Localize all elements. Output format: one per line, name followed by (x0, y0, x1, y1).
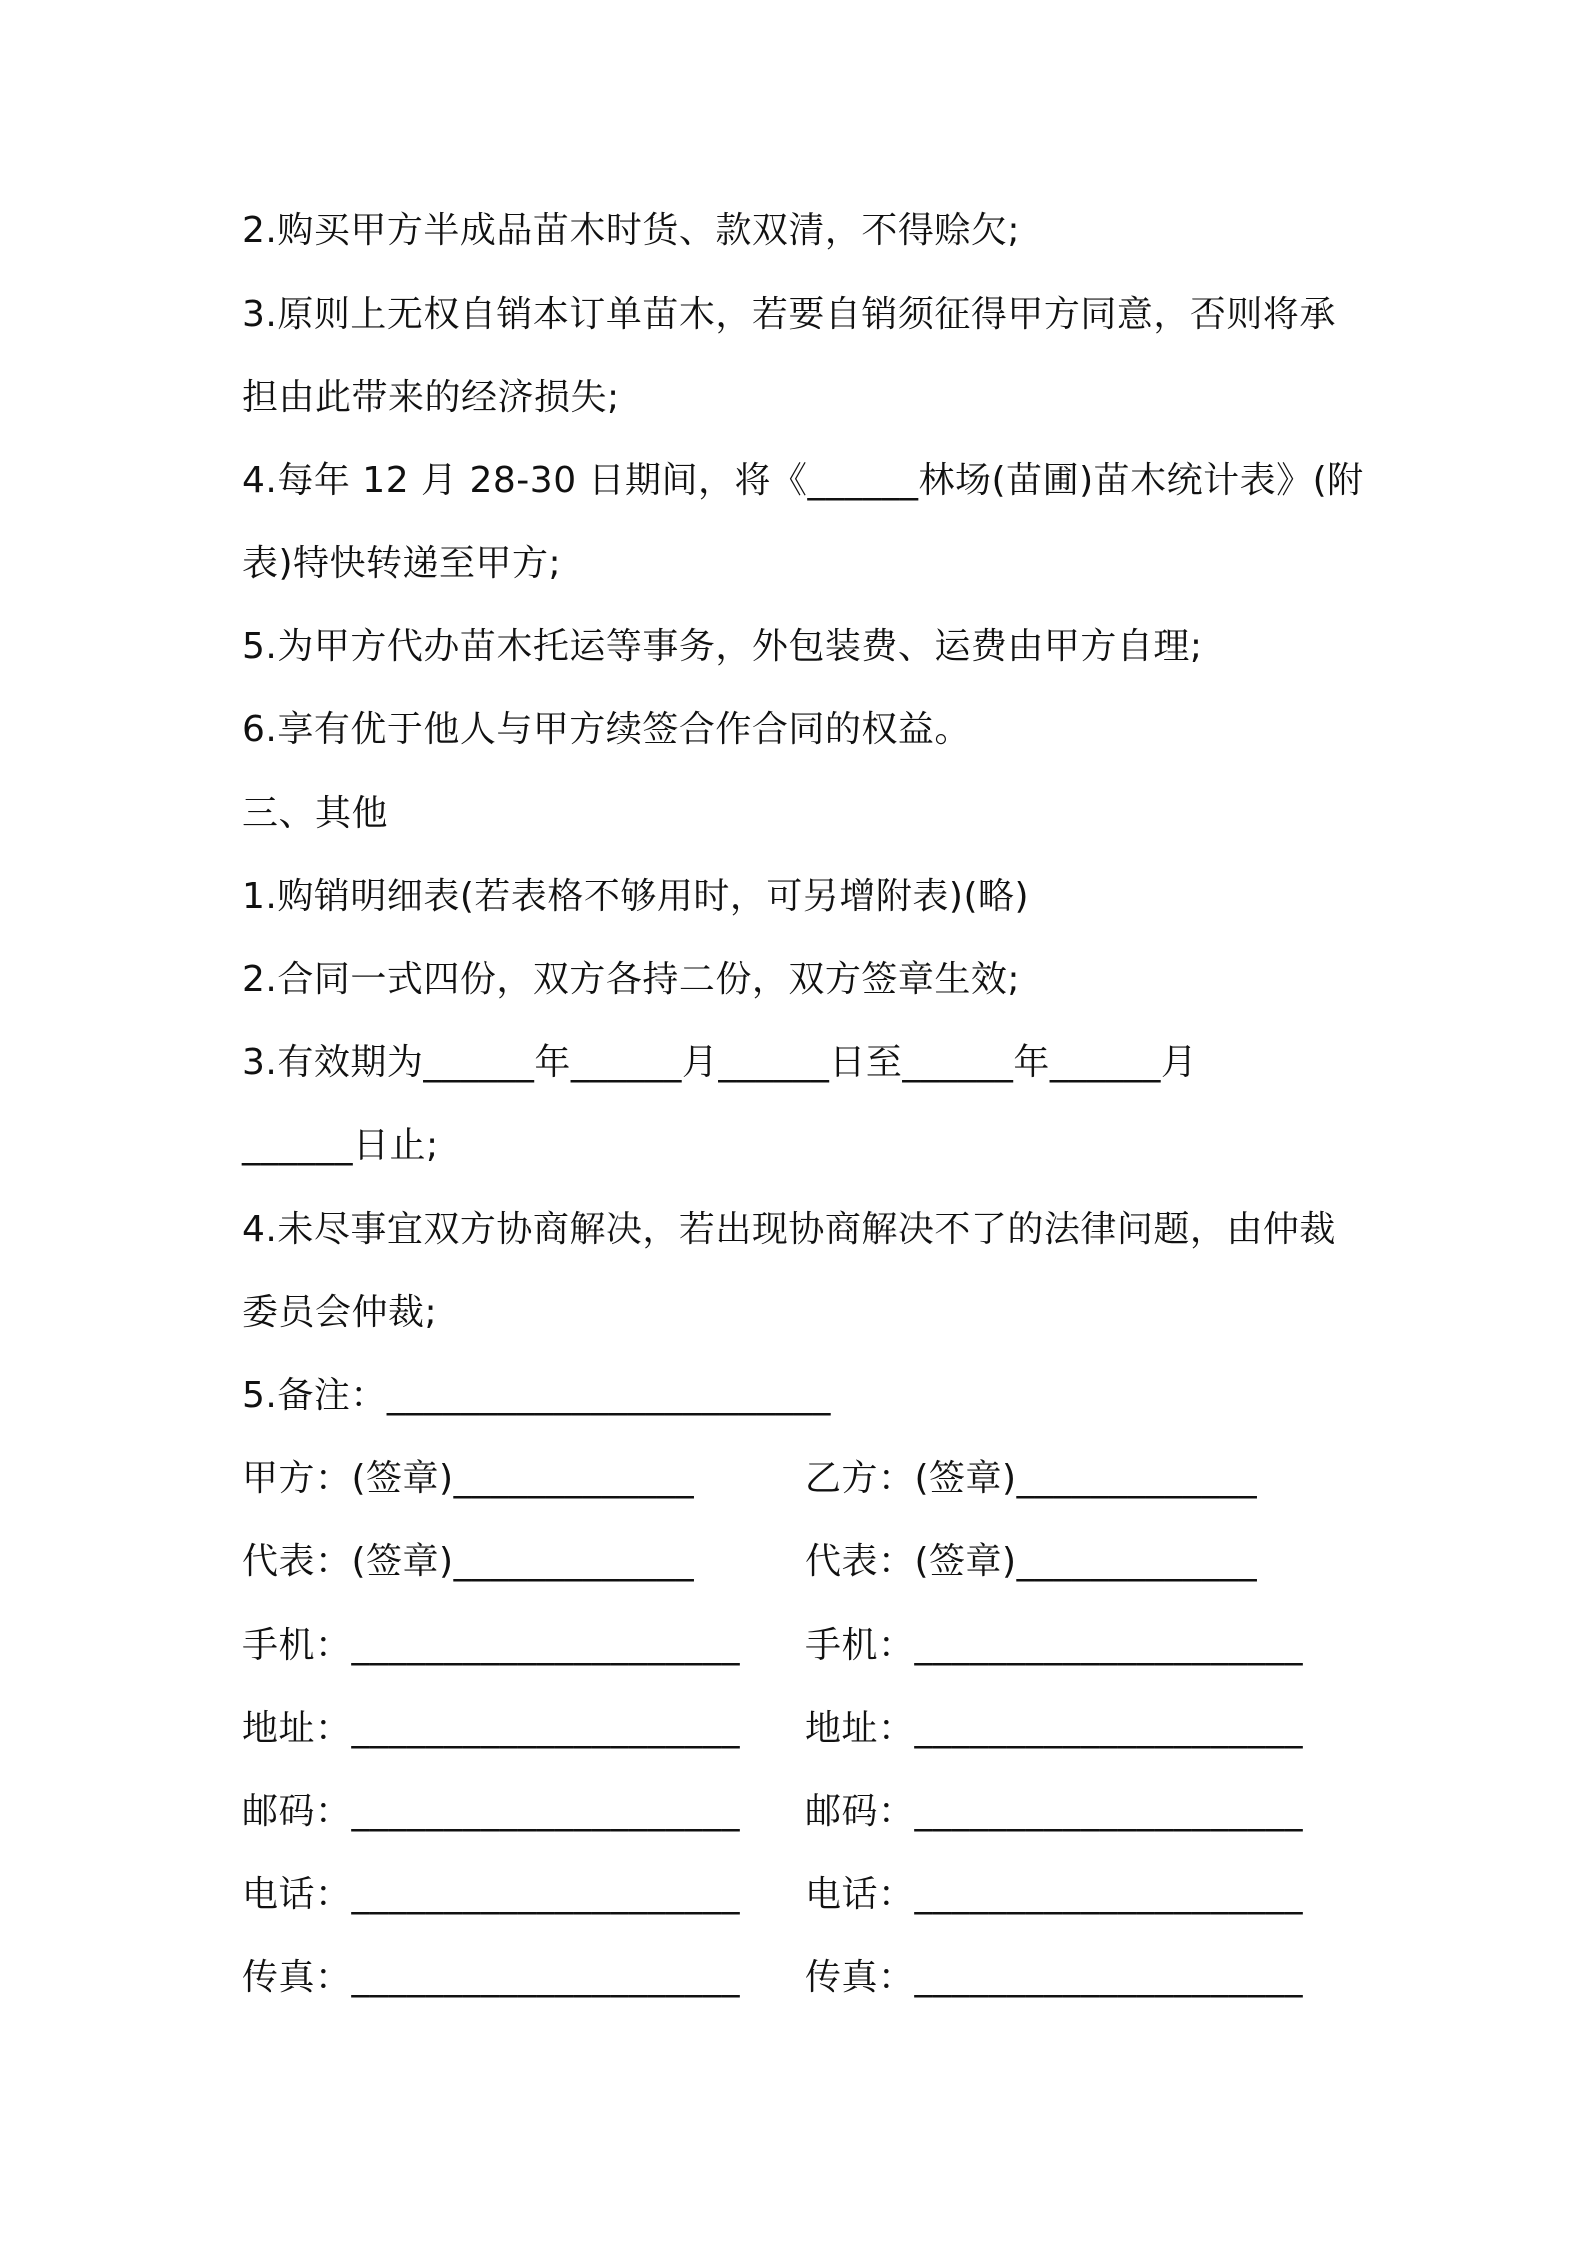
party-b-mobile: 手机：_____________________ (805, 1625, 1304, 1666)
party-b-seal: 乙方：(签章)_____________ (805, 1458, 1258, 1499)
party-b-fax: 传真：_____________________ (805, 1957, 1304, 1998)
other-5-remarks: 5.备注：________________________ (242, 1375, 831, 1416)
clause-6-renewal: 6.享有优于他人与甲方续签合作合同的权益。 (242, 709, 971, 750)
other-3-validity: 3.有效期为______年______月______日至______年______月 (242, 1042, 1198, 1083)
other-3-continued: ______日止; (242, 1125, 439, 1166)
party-b-address: 地址：_____________________ (805, 1708, 1304, 1749)
party-a-mobile: 手机：_____________________ (242, 1625, 741, 1666)
other-4-arbitration: 4.未尽事宜双方协商解决，若出现协商解决不了的法律问题，由仲裁 (242, 1209, 1336, 1250)
other-1-detail-table: 1.购销明细表(若表格不够用时，可另增附表)(略) (242, 876, 1030, 917)
clause-3-self-sale: 3.原则上无权自销本订单苗木，若要自销须征得甲方同意，否则将承 (242, 294, 1336, 335)
party-b-postcode: 邮码：_____________________ (805, 1791, 1304, 1832)
party-a-address: 地址：_____________________ (242, 1708, 741, 1749)
party-a-phone: 电话：_____________________ (242, 1874, 741, 1915)
party-a-seal: 甲方：(签章)_____________ (242, 1458, 695, 1499)
party-a-fax: 传真：_____________________ (242, 1957, 741, 1998)
other-4-continued: 委员会仲裁; (242, 1292, 438, 1333)
party-b-phone: 电话：_____________________ (805, 1874, 1304, 1915)
party-a-postcode: 邮码：_____________________ (242, 1791, 741, 1832)
clause-4-statistics: 4.每年 12 月 28-30 日期间，将《______林场(苗圃)苗木统计表》(附 (242, 460, 1364, 501)
section-heading-other: 三、其他 (242, 793, 389, 834)
clause-5-shipping: 5.为甲方代办苗木托运等事务，外包装费、运费由甲方自理; (242, 626, 1203, 667)
party-b-representative: 代表：(签章)_____________ (805, 1541, 1258, 1582)
other-2-copies: 2.合同一式四份，双方各持二份，双方签章生效; (242, 959, 1020, 1000)
clause-2-payment: 2.购买甲方半成品苗木时货、款双清，不得赊欠; (242, 210, 1020, 251)
party-a-representative: 代表：(签章)_____________ (242, 1541, 695, 1582)
clause-3-continued: 担由此带来的经济损失; (242, 377, 620, 418)
clause-4-continued: 表)特快转递至甲方; (242, 543, 562, 584)
